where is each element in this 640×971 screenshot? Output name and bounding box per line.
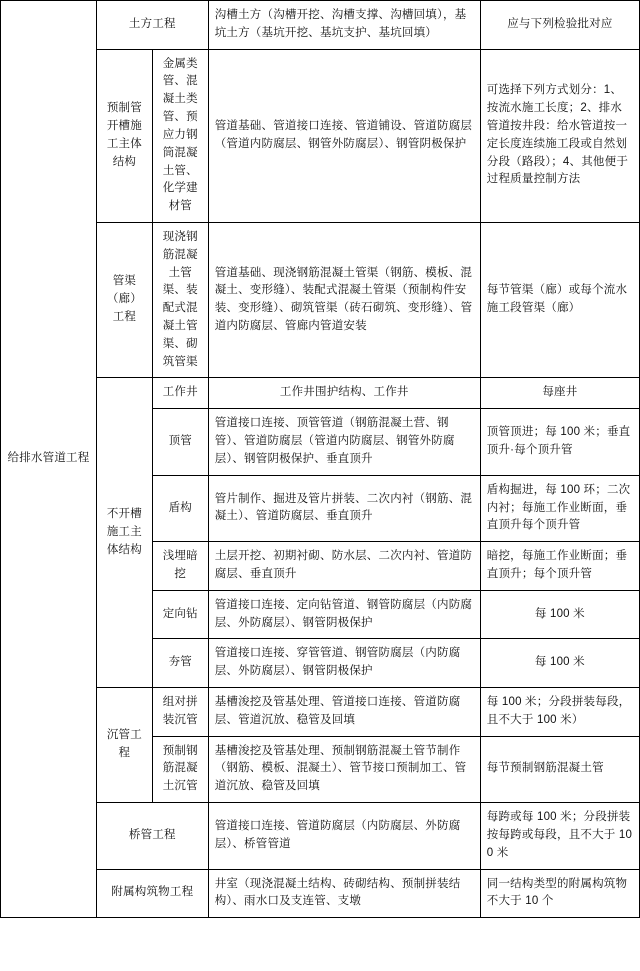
cell-content: 土层开挖、初期衬砌、防水层、二次内衬、管道防腐层、垂直顶升 [208,542,480,591]
cell-note: 每 100 米 [480,639,639,688]
cell-sub-category: 沉管工程 [96,688,152,803]
cell-content: 管道基础、管道接口连接、管道铺设、管道防腐层（管道内防腐层、钢管外防腐层）、钢管阴极保护 [208,49,480,222]
cell-content: 管道基础、现浇钢筋混凝土管渠（钢筋、模板、混凝土、变形缝）、装配式混凝土管渠（预制构件安装、变形缝）、砌筑管渠（砖石砌筑、变形缝）、管道内防腐层、管廊内管道安装 [208,222,480,378]
cell-content: 井室（现浇混凝土结构、砖砌结构、预制拼装结构）、雨水口及支连管、支墩 [208,869,480,918]
cell-sub-category: 土方工程 [96,1,208,50]
cell-note: 可选择下列方式划分：1、按流水施工长度；2、排水管道按井段：给水管道按一定长度连续施工段或自然划分段（路段）；4、其他便于过程质量控制方法 [480,49,639,222]
cell-item: 浅埋暗挖 [152,542,208,591]
cell-sub-category: 附属构筑物工程 [96,869,208,918]
cell-note: 同一结构类型的附属构筑物不大于 10 个 [480,869,639,918]
cell-item: 顶管 [152,409,208,475]
cell-content: 沟槽土方（沟槽开挖、沟槽支撑、沟槽回填），基坑土方（基坑开挖、基坑支护、基坑回填） [208,1,480,50]
cell-item: 盾构 [152,475,208,541]
cell-content: 管道接口连接、管道防腐层（内防腐层、外防腐层）、桥管管道 [208,803,480,869]
cell-note: 每 100 米；分段拼装每段，且不大于 100 米） [480,688,639,737]
cell-item: 组对拼装沉管 [152,688,208,737]
table-body [1,1,640,918]
cell-sub-category: 不开槽施工主体结构 [96,378,152,688]
cell-content: 管片制作、掘进及管片拼装、二次内衬（钢筋、混凝土）、管道防腐层、垂直顶升 [208,475,480,541]
cell-note: 顶管顶进；每 100 米；垂直顶升·每个顶升管 [480,409,639,475]
cell-sub-category: 管渠（廊）工程 [96,222,152,378]
cell-content: 工作井围护结构、工作井 [208,378,480,409]
cell-note: 每节管渠（廊）或每个流水施工段管渠（廊） [480,222,639,378]
cell-item: 定向钻 [152,590,208,639]
cell-item: 现浇钢筋混凝土管渠、装配式混凝土管渠、砌筑管渠 [152,222,208,378]
table-row [1,1,640,50]
table-row [1,378,640,409]
cell-content: 管道接口连接、顶管管道（钢筋混凝土营、钢管）、管道防腐层（管道内防腐层、钢管外防腐层）、钢管阴极保护、垂直顶升 [208,409,480,475]
cell-note: 暗挖，每施工作业断面；垂直顶升；每个顶升管 [480,542,639,591]
cell-item: 夯管 [152,639,208,688]
cell-note: 每跨或每 100 米；分段拼装按每跨或每段，且不大于 100 米 [480,803,639,869]
cell-sub-category: 预制管开槽施工主体结构 [96,49,152,222]
table-row [1,49,640,222]
cell-note: 应与下列检验批对应 [480,1,639,50]
cell-content: 基槽浚挖及管基处理、预制钢筋混凝土管节制作（钢筋、模板、混凝土）、管节接口预制加工、管道沉放、稳管及回填 [208,736,480,802]
table-row [1,803,640,869]
table-row [1,222,640,378]
cell-item: 工作井 [152,378,208,409]
table-row [1,688,640,737]
cell-item: 预制钢筋混凝土沉管 [152,736,208,802]
cell-note: 每座井 [480,378,639,409]
cell-content: 管道接口连接、穿管管道、钢管防腐层（内防腐层、外防腐层）、钢管阴极保护 [208,639,480,688]
cell-note: 每节预制钢筋混凝土管 [480,736,639,802]
cell-note: 盾构掘进，每 100 环；二次内衬；每施工作业断面，垂直顶升每个顶升管 [480,475,639,541]
cell-note: 每 100 米 [480,590,639,639]
table-row [1,869,640,918]
cell-item: 金属类管、混凝土类管、预应力钢筒混凝土管、化学建材管 [152,49,208,222]
cell-content: 基槽浚挖及管基处理、管道接口连接、管道防腐层、管道沉放、稳管及回填 [208,688,480,737]
cell-sub-category: 桥管工程 [96,803,208,869]
cell-major-category: 给排水管道工程 [1,1,97,918]
cell-content: 管道接口连接、定向钻管道、钢管防腐层（内防腐层、外防腐层）、钢管阴极保护 [208,590,480,639]
